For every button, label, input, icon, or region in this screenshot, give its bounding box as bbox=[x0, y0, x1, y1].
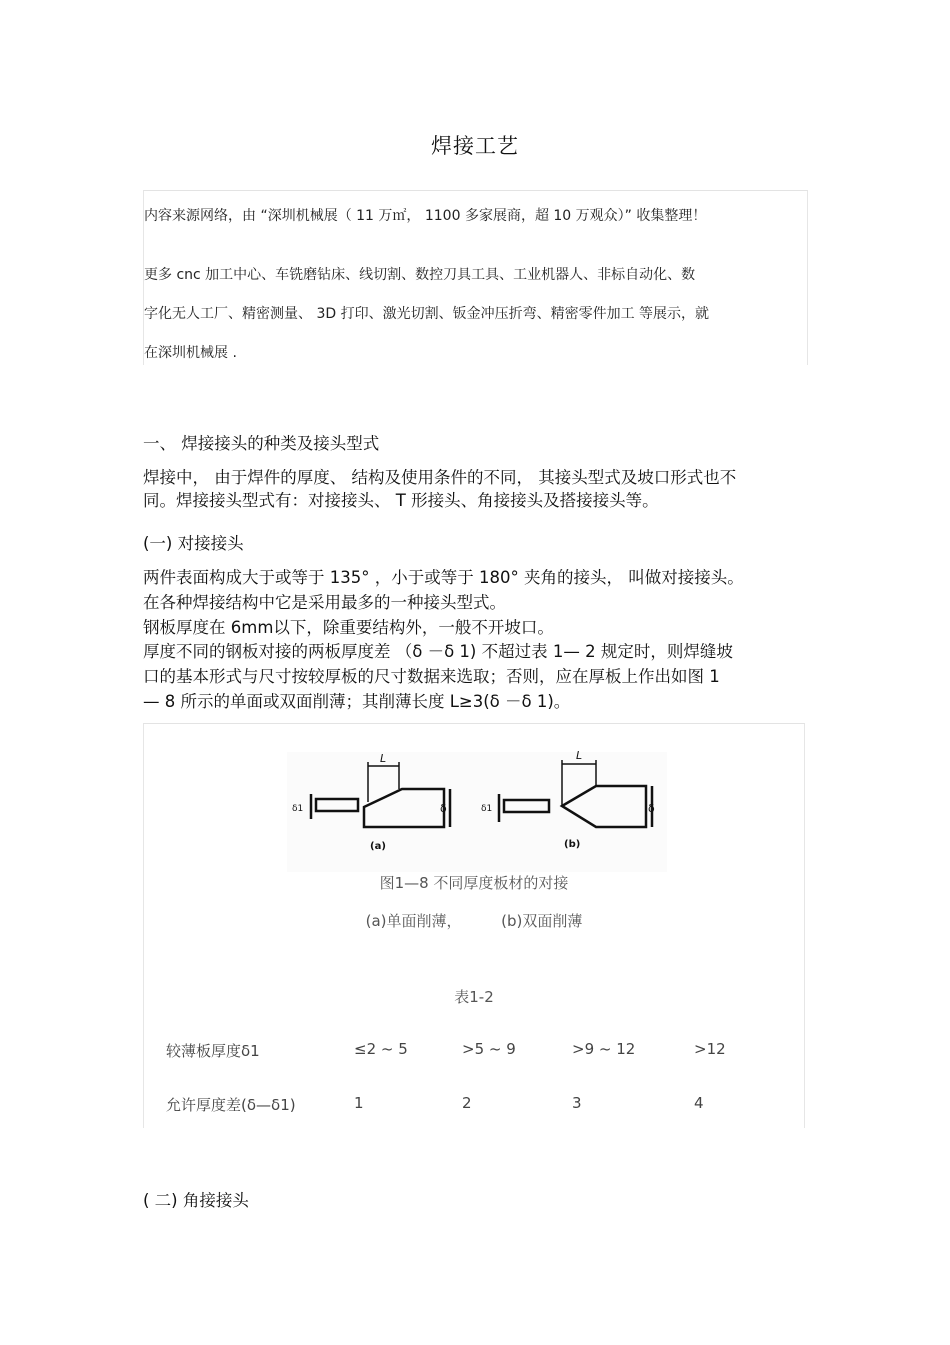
paragraph-line: 钢板厚度在 6mm以下，除重要结构外，一般不开坡口。 bbox=[143, 618, 554, 637]
subcaption-b: (b)双面削薄 bbox=[501, 912, 583, 930]
table-title: 表1-2 bbox=[454, 988, 494, 1006]
delta-label-b: δ bbox=[648, 802, 655, 815]
paragraph-line: 同。焊接接头型式有：对接接头、 T 形接头、角接接头及搭接接头等。 bbox=[143, 491, 659, 510]
paragraph-line: 口的基本形式与尺寸按较厚板的尺寸数据来选取；否则，应在厚板上作出如图 1 bbox=[143, 667, 720, 686]
notice-line-3: 字化无人工厂、精密测量、 3D 打印、激光切割、钣金冲压折弯、精密零件加工 等展示，就 bbox=[144, 306, 710, 322]
paragraph-line: 厚度不同的钢板对接的两板厚度差 （δ －δ 1) 不超过表 1— 2 规定时，则焊缝坡 bbox=[143, 642, 733, 661]
paragraph-line: 焊接中， 由于焊件的厚度、 结构及使用条件的不同， 其接头型式及坡口形式也不 bbox=[143, 468, 737, 487]
table-cell: 1 bbox=[354, 1094, 364, 1112]
delta1-label-b: δ1 bbox=[481, 804, 493, 814]
joint-diagram bbox=[144, 744, 804, 884]
source-notice-box bbox=[143, 190, 808, 365]
L-label-b: L bbox=[576, 749, 583, 762]
figure-caption: 图1—8 不同厚度板材的对接 bbox=[379, 874, 569, 892]
table-cell: 4 bbox=[694, 1094, 704, 1112]
page-title: 焊接工艺 bbox=[431, 134, 519, 158]
table-cell: >9 ~ 12 bbox=[572, 1040, 636, 1058]
table-cell: 3 bbox=[572, 1094, 582, 1112]
figure-1-8 bbox=[143, 723, 805, 1128]
label-a: (a) bbox=[370, 841, 386, 852]
subsection-heading: ( 二) 角接接头 bbox=[143, 1191, 249, 1210]
table-cell: 较薄板厚度δ1 bbox=[166, 1042, 260, 1060]
notice-line-2: 更多 cnc 加工中心、车铣磨钻床、线切割、数控刀具工具、工业机器人、非标自动化、数 bbox=[144, 267, 696, 283]
section-heading: 一、 焊接接头的种类及接头型式 bbox=[143, 434, 380, 453]
table-cell: 允许厚度差(δ—δ1) bbox=[166, 1096, 296, 1114]
figure-subcaptions bbox=[144, 910, 804, 931]
paragraph-line: 两件表面构成大于或等于 135° ，小于或等于 180° 夹角的接头， 叫做对接接头。 bbox=[143, 568, 744, 587]
notice-line-4: 在深圳机械展 . bbox=[144, 345, 237, 361]
paragraph-line: 在各种焊接结构中它是采用最多的一种接头型式。 bbox=[143, 593, 506, 612]
notice-line-1: 内容来源网络，由 “深圳机械展（ 11 万㎡， 1100 多家展商，超 10 万观众）” 收集整理！ bbox=[144, 208, 707, 224]
delta-label-a: δ bbox=[440, 802, 447, 815]
table-cell: 2 bbox=[462, 1094, 472, 1112]
paragraph-line: — 8 所示的单面或双面削薄；其削薄长度 L≥3(δ －δ 1)。 bbox=[143, 692, 571, 711]
table-cell: >12 bbox=[694, 1040, 726, 1058]
subsection-heading: (一) 对接接头 bbox=[143, 534, 244, 553]
table-cell: ≤2 ~ 5 bbox=[354, 1040, 408, 1058]
L-label-a: L bbox=[380, 752, 387, 765]
table-cell: >5 ~ 9 bbox=[462, 1040, 516, 1058]
subcaption-a: (a)单面削薄， bbox=[365, 912, 462, 930]
delta1-label-a: δ1 bbox=[292, 804, 304, 814]
label-b: (b) bbox=[564, 839, 581, 850]
